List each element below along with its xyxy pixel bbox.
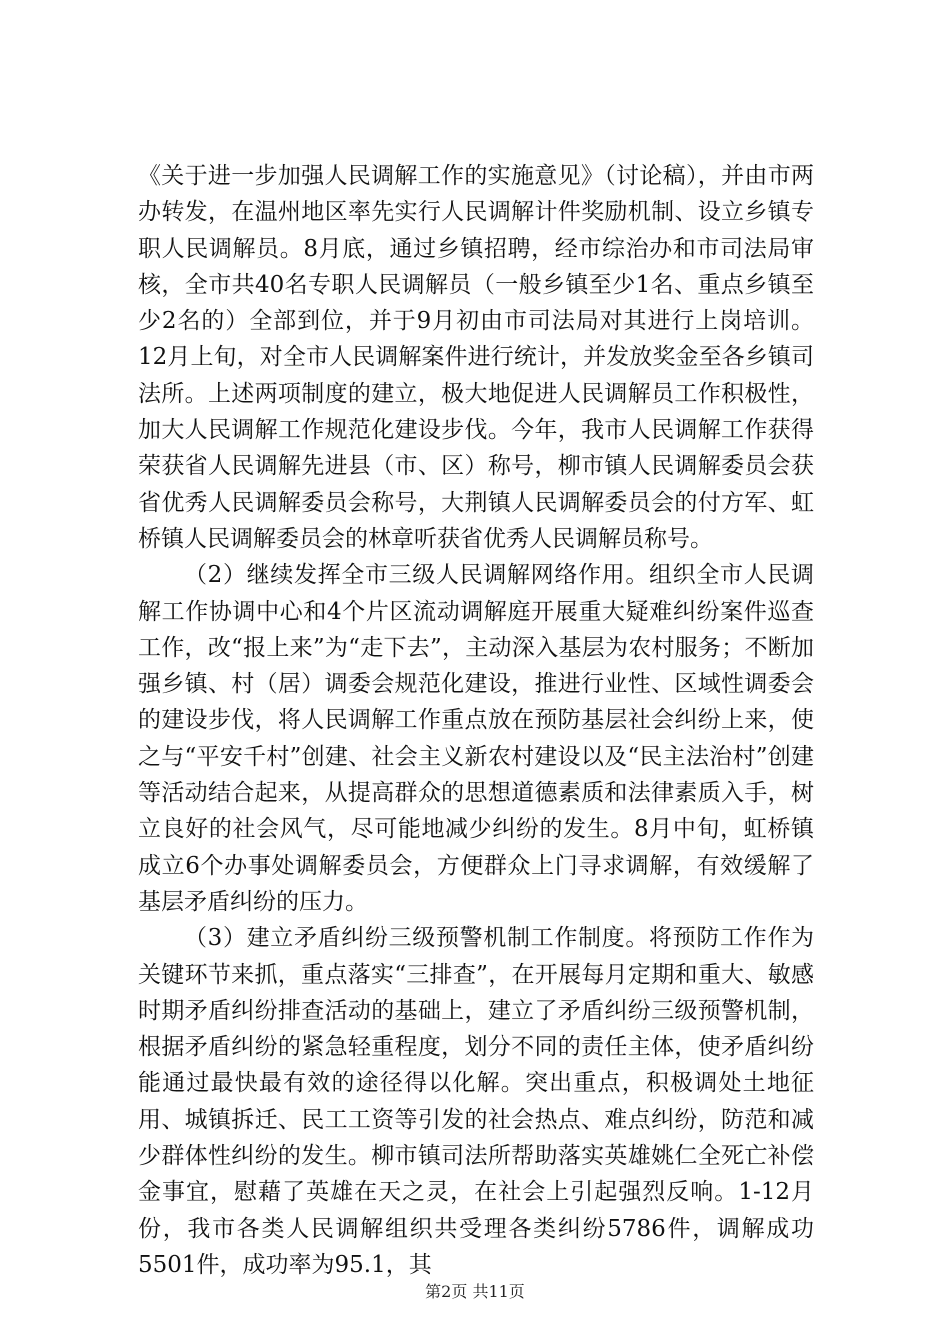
- paragraph-item-2: （2）继续发挥全市三级人民调解网络作用。组织全市人民调解工作协调中心和4个片区流动调解庭开展重大疑难纠纷案件巡查工作，改“报上来”为“走下去”，主动深入基层为农村服务；不断加强乡镇、村（居）调委会规范化建设，推进行业性、区域性调委会的建设步伐，将人民调解工作重点放在预防基层社会纠纷上来，使之与“平安千村”创建、社会主义新农村建设以及“民主法治村”创建等活动结合起来，从提高群众的思想道德素质和法律素质入手，树立良好的社会风气，尽可能地减少纠纷的发生。8月中旬，虹桥镇成立6个办事处调解委员会，方便群众上门寻求调解，有效缓解了基层矛盾纠纷的压力。: [138, 562, 814, 915]
- page-number-label: 第2页 共11页: [425, 1282, 525, 1301]
- paragraph-item-3: （3）建立矛盾纠纷三级预警机制工作制度。将预防工作作为关键环节来抓，重点落实“三排查”，在开展每月定期和重大、敏感时期矛盾纠纷排查活动的基础上，建立了矛盾纠纷三级预警机制，根据矛盾纠纷的紧急轻重程度，划分不同的责任主体，使矛盾纠纷能通过最快最有效的途径得以化解。突出重点，积极调处土地征用、城镇拆迁、民工工资等引发的社会热点、难点纠纷，防范和减少群体性纠纷的发生。柳市镇司法所帮助落实英雄姚仁全死亡补偿金事宜，慰藉了英雄在天之灵，在社会上引起强烈反响。1-12月份，我市各类人民调解组织共受理各类纠纷5786件，调解成功5501件，成功率为95.1，其: [138, 925, 814, 1278]
- page-footer: [0, 1279, 950, 1302]
- paragraph-intro: 《关于进一步加强人民调解工作的实施意见》（讨论稿），并由市两办转发，在温州地区率先实行人民调解计件奖励机制、设立乡镇专职人民调解员。8月底，通过乡镇招聘，经市综治办和市司法局审核，全市共40名专职人民调解员（一般乡镇至少1名、重点乡镇至少2名的）全部到位，并于9月初由市司法局对其进行上岗培训。12月上旬，对全市人民调解案件进行统计，并发放奖金至各乡镇司法所。上述两项制度的建立，极大地促进人民调解员工作积极性，加大人民调解工作规范化建设步伐。今年，我市人民调解工作获得荣获省人民调解先进县（市、区）称号，柳市镇人民调解委员会获省优秀人民调解委员会称号，大荆镇人民调解委员会的付方军、虹桥镇人民调解委员会的林章听获省优秀人民调解员称号。: [138, 163, 814, 552]
- document-body: [138, 158, 814, 1283]
